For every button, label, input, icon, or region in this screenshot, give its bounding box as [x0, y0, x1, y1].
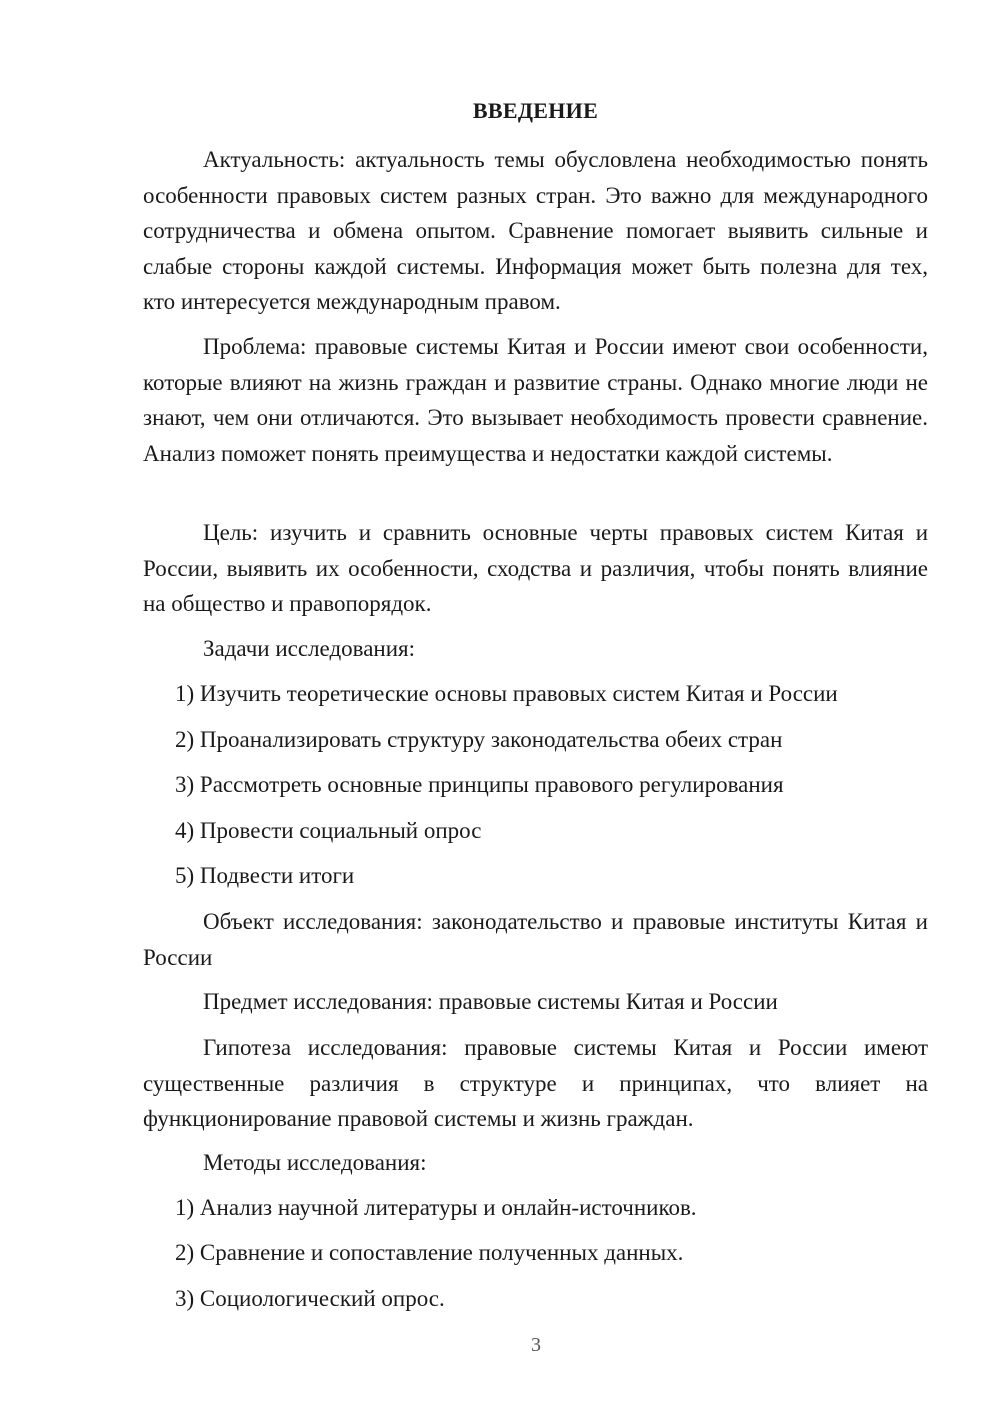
task-item: 5) Подвести итоги — [175, 863, 355, 888]
task-item: 4) Провести социальный опрос — [175, 818, 482, 843]
hypothesis-paragraph: Гипотеза исследования: правовые системы Китая и России имеют существенные различия в структуре и принципах, что влияет на функционирование правовой системы и жизнь граждан. — [143, 1035, 928, 1131]
task-item: 1) Изучить теоретические основы правовых систем Китая и России — [175, 681, 838, 706]
subject-paragraph: Предмет исследования: правовые системы Китая и России — [203, 989, 778, 1014]
goal-paragraph: Цель: изучить и сравнить основные черты правовых систем Китая и России, выявить их особенности, сходства и различия, чтобы понять влияние на общество и правопорядок. — [143, 520, 928, 616]
relevance-paragraph: Актуальность: актуальность темы обусловлена необходимостью понять особенности правовых систем разных стран. Это важно для международного сотрудничества и обмена опытом. Сравнение помогает выявить сильные и слабые стороны каждой системы. Информация может быть полезна для тех, кто интересуется международным правом. — [143, 147, 928, 314]
section-title: ВВЕДЕНИЕ — [472, 98, 599, 123]
tasks-heading: Задачи исследования: — [203, 636, 416, 661]
object-paragraph: Объект исследования: законодательство и правовые институты Китая и России — [143, 909, 928, 970]
method-item: 3) Социологический опрос. — [175, 1286, 445, 1311]
method-item: 2) Сравнение и сопоставление полученных данных. — [175, 1240, 684, 1265]
task-item: 2) Проанализировать структуру законодательства обеих стран — [175, 727, 783, 752]
problem-paragraph: Проблема: правовые системы Китая и России имеют свои особенности, которые влияют на жизнь граждан и развитие страны. Однако многие люди не знают, чем они отличаются. Это вызывает необходимость провести сравнение. Анализ поможет понять преимущества и недостатки каждой системы. — [143, 334, 928, 466]
task-item: 3) Рассмотреть основные принципы правового регулирования — [175, 772, 784, 797]
method-item: 1) Анализ научной литературы и онлайн-источников. — [175, 1195, 697, 1220]
methods-heading: Методы исследования: — [203, 1150, 427, 1175]
page-number: 3 — [531, 1334, 541, 1356]
